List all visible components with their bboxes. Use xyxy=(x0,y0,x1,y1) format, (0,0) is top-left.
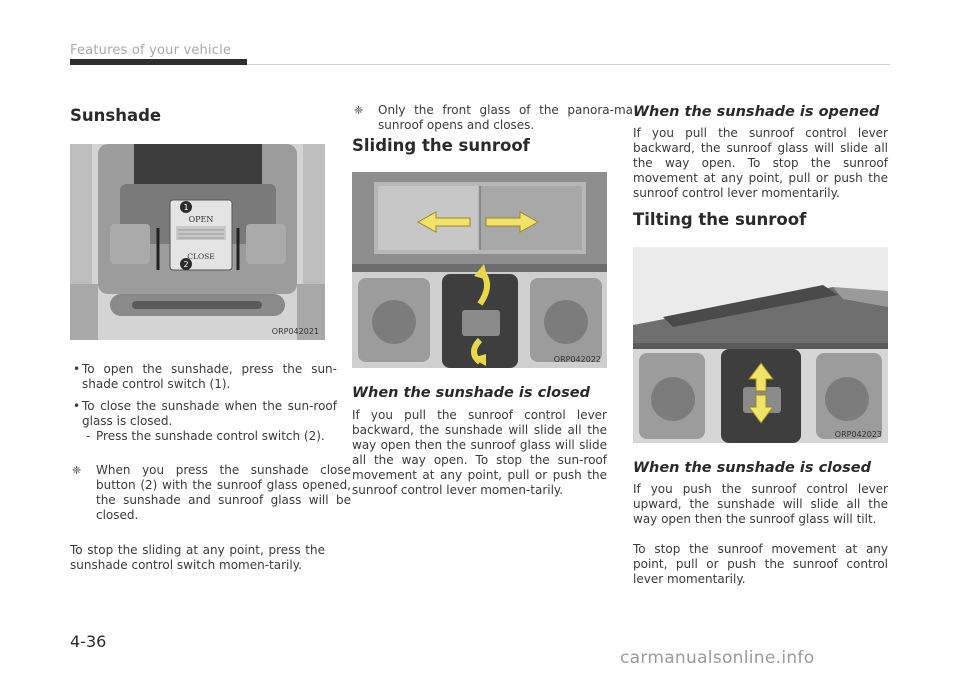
sunshade-opened-subtitle: When the sunshade is opened xyxy=(633,104,880,120)
sliding-figure xyxy=(352,172,607,368)
tilting-closed-text: If you push the sunroof control lever upward, the sunshade will slide all the way open then the sunroof glass will tilt. xyxy=(633,482,888,526)
sliding-closed-text: If you pull the sunroof control lever backward, the sunshade will slide all the way open then the sunroof glass will slide all the way open. To stop the sun-roof movement at any point, pull or push the sunroof control lever momen-tarily. xyxy=(352,408,607,497)
bullet-close: • To close the sunshade when the sun-roof glass is closed. xyxy=(70,399,337,429)
note-text: Only the front glass of the panora-ma sunroof opens and closes. xyxy=(378,103,633,132)
bullet-open: • To open the sunshade, press the sun-shade control switch (1). xyxy=(70,362,337,392)
sub-step: - Press the sunshade control switch (2). xyxy=(70,429,351,444)
open-label: OPEN xyxy=(188,215,214,224)
header-section-label: Features of your vehicle xyxy=(70,43,232,58)
note-mark: ❈ xyxy=(354,104,364,117)
sunshade-opened-text: If you pull the sunroof control lever backward, the sunroof glass will slide all the way open. To stop the sunroof movement at any point, pull or push the sunroof control lever momentarily. xyxy=(633,126,888,200)
stop-sliding-text: To stop the sliding at any point, press the sunshade control switch momen-tarily. xyxy=(70,543,325,572)
sliding-illustration xyxy=(352,172,607,368)
header-rule xyxy=(247,64,890,65)
header-bar xyxy=(70,59,247,65)
close-label: CLOSE xyxy=(187,252,215,261)
figure-code: ORP042021 xyxy=(271,327,319,336)
note-front-glass xyxy=(352,103,633,133)
figure-code: ORP042023 xyxy=(834,430,882,439)
sunshade-closed-subtitle-2: When the sunshade is closed xyxy=(633,460,871,476)
sunshade-illustration xyxy=(70,144,325,340)
note-mark: ❈ xyxy=(72,464,82,477)
watermark: carmanualsonline.info xyxy=(620,648,815,668)
figure-code: ORP042022 xyxy=(553,355,601,364)
note-sunshade xyxy=(70,463,351,523)
note-text: When you press the sunshade close button (2) with the sunroof glass opened, the sunshade and sunroof glass will be closed. xyxy=(96,463,351,522)
tilting-stop-text: To stop the sunroof movement at any point, pull or push the sunroof control lever momentarily. xyxy=(633,542,888,586)
callout-1: 1 xyxy=(183,203,189,212)
sliding-title: Sliding the sunroof xyxy=(352,136,530,155)
tilting-illustration xyxy=(633,247,888,443)
callout-2: 2 xyxy=(183,260,189,269)
sunshade-figure xyxy=(70,144,325,340)
tilting-figure xyxy=(633,247,888,443)
page-number: 4-36 xyxy=(70,632,107,651)
sunshade-title: Sunshade xyxy=(70,106,162,125)
sunshade-closed-subtitle: When the sunshade is closed xyxy=(352,385,590,401)
tilting-title: Tilting the sunroof xyxy=(633,210,807,229)
